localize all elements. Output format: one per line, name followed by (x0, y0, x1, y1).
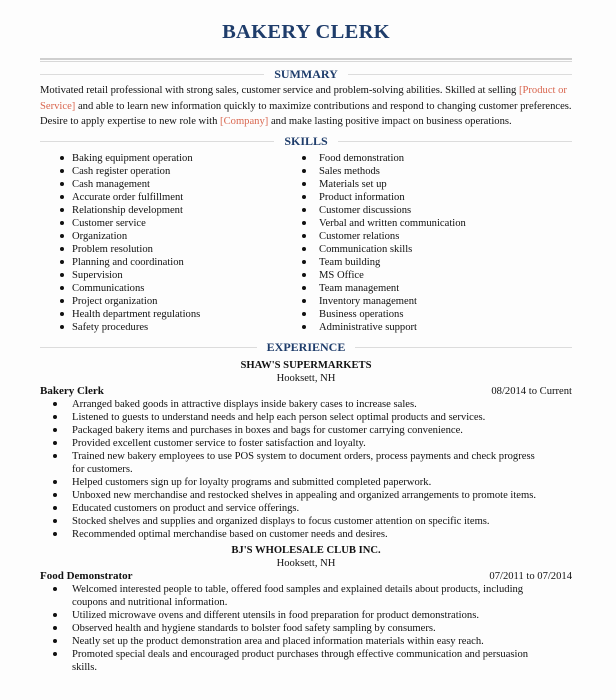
bullet-item: Arranged baked goods in attractive displays inside bakery cases to increase sales. (72, 398, 542, 411)
bullet-item: Packaged bakery items and purchases in boxes and bags for customer carrying convenience. (72, 424, 542, 437)
company-name: SHAW'S SUPERMARKETS (240, 359, 372, 371)
job-bullets (40, 398, 572, 541)
skill-item: MS Office (300, 269, 560, 282)
bullet-item: Listened to guests to understand needs and help each person select optimal products and services. (72, 411, 542, 424)
skill-item: Customer relations (300, 230, 560, 243)
job-header (40, 570, 572, 583)
skill-item: Cash management (40, 178, 300, 191)
skill-item: Team management (300, 282, 560, 295)
skills-right-column (300, 152, 560, 334)
job-bullets (40, 583, 572, 674)
bullet-item: Observed health and hygiene standards to bolster food safety sampling by consumers. (72, 622, 542, 635)
job-title: Food Demonstrator (40, 569, 133, 582)
skill-item: Relationship development (40, 204, 300, 217)
placeholder-product: [Product or Service] (40, 85, 567, 112)
job-header (40, 385, 572, 398)
experience-list (40, 359, 572, 674)
skill-item: Baking equipment operation (40, 152, 300, 165)
skill-item: Accurate order fulfillment (40, 191, 300, 204)
skill-item: Team building (300, 256, 560, 269)
skills-list (40, 152, 572, 334)
bullet-item: Provided excellent customer service to foster satisfaction and loyalty. (72, 437, 542, 450)
title-divider (40, 58, 572, 62)
skill-item: Problem resolution (40, 243, 300, 256)
skill-item: Customer discussions (300, 204, 560, 217)
skill-item: Safety procedures (40, 321, 300, 334)
experience-heading: EXPERIENCE (40, 340, 572, 356)
bullet-item: Unboxed new merchandise and restocked shelves in appealing and organized arrangements to promote items. (72, 489, 542, 502)
skills-heading: SKILLS (40, 134, 572, 150)
skill-item: Customer service (40, 217, 300, 230)
resume-title: BAKERY CLERK (222, 21, 390, 43)
skill-item: Communication skills (300, 243, 560, 256)
skill-item: Business operations (300, 308, 560, 321)
placeholder-company: [Company] (220, 116, 269, 127)
skill-item: Cash register operation (40, 165, 300, 178)
skill-item: Materials set up (300, 178, 560, 191)
job-location: Hooksett, NH (276, 372, 336, 384)
bullet-item: Stocked shelves and supplies and organized displays to focus customer attention on specific items. (72, 515, 542, 528)
skill-item: Supervision (40, 269, 300, 282)
skill-item: Administrative support (300, 321, 560, 334)
skill-item: Product information (300, 191, 560, 204)
summary-text: Motivated retail professional with strong sales, customer service and problem-solving abilities. Skilled at selling [Product or Service] and able to learn new information quickly to maximize contributions and respond to changing customer preferences. Desire to apply expertise to new role with [Company] and make lasting positive impact on business operations. (40, 85, 572, 127)
bullet-item: Neatly set up the product demonstration area and placed information materials within easy reach. (72, 635, 542, 648)
skill-item: Inventory management (300, 295, 560, 308)
bullet-item: Trained new bakery employees to use POS system to document orders, process payments and check progress for customers. (72, 450, 542, 476)
bullet-item: Educated customers on product and service offerings. (72, 502, 542, 515)
bullet-item: Utilized microwave ovens and different utensils in food preparation for product demonstrations. (72, 609, 542, 622)
job-dates: 07/2011 to 07/2014 (489, 570, 572, 582)
skill-item: Verbal and written communication (300, 217, 560, 230)
skill-item: Food demonstration (300, 152, 560, 165)
job-title: Bakery Clerk (40, 384, 104, 397)
job-entry (40, 544, 572, 674)
skill-item: Health department regulations (40, 308, 300, 321)
bullet-item: Recommended optimal merchandise based on customer needs and desires. (72, 528, 542, 541)
job-location: Hooksett, NH (276, 557, 336, 569)
job-entry (40, 359, 572, 541)
skill-item: Sales methods (300, 165, 560, 178)
company-name: BJ'S WHOLESALE CLUB INC. (231, 544, 381, 556)
job-dates: 08/2014 to Current (491, 385, 572, 397)
bullet-item: Welcomed interested people to table, offered food samples and explained details about products, including coupons and nutritional information. (72, 583, 542, 609)
skill-item: Planning and coordination (40, 256, 300, 269)
skill-item: Project organization (40, 295, 300, 308)
bullet-item: Promoted special deals and encouraged product purchases through effective communication and persuasion skills. (72, 648, 542, 674)
skill-item: Organization (40, 230, 300, 243)
bullet-item: Helped customers sign up for loyalty programs and submitted completed paperwork. (72, 476, 542, 489)
skills-left-column (40, 152, 300, 334)
skill-item: Communications (40, 282, 300, 295)
summary-heading: SUMMARY (40, 66, 572, 82)
